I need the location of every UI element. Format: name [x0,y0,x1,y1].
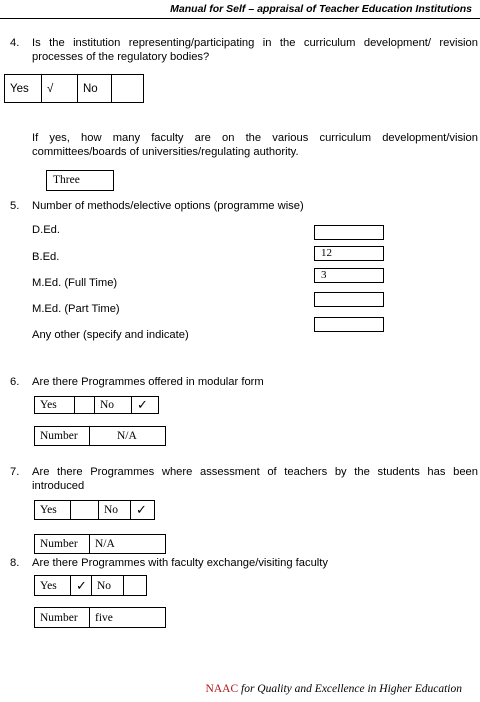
q7-number-table [34,534,166,554]
no-label: No [92,576,124,595]
page-footer [206,683,462,695]
programme-label-ded: D.Ed. [32,224,60,236]
page-header: Manual for Self – appraisal of Teacher Education Institutions [170,3,472,15]
question-5 [10,199,478,213]
question-text: Is the institution representing/participating in the curriculum development/ revision processes of the regulatory bodies? [32,37,478,63]
q6-yes-no-table [34,396,159,414]
q4-yes-no-table [4,74,144,103]
question-number: 4. [10,37,20,49]
programme-label-other: Any other (specify and indicate) [32,329,189,341]
yes-checkbox[interactable]: √ [42,75,78,102]
question-number: 6. [10,376,20,388]
question-text: Are there Programmes where assessment of teachers by the students has been introduced [32,466,478,492]
programme-count-med-full[interactable]: 3 [314,268,384,283]
programme-count-med-part[interactable] [314,292,384,307]
question-text: Are there Programmes offered in modular form [32,376,264,388]
question-4 [10,36,478,66]
programme-count-bed[interactable]: 12 [314,246,384,261]
yes-checkbox[interactable]: ✓ [71,576,92,595]
programme-label-bed: B.Ed. [32,251,60,263]
programme-count-ded[interactable] [314,225,384,240]
q8-yes-no-table [34,575,147,596]
number-label: Number [35,535,90,553]
q6-number-table [34,426,166,446]
number-value[interactable]: N/A [95,538,115,550]
programme-label-med-full: M.Ed. (Full Time) [32,277,118,289]
number-value[interactable]: N/A [117,430,137,442]
question-6 [10,375,478,389]
q8-number-table [34,607,166,628]
number-label: Number [35,427,90,445]
question-8 [10,556,478,570]
yes-label: Yes [35,397,75,413]
number-label: Number [35,608,90,627]
question-text: Number of methods/elective options (programme wise) [32,200,304,212]
no-label: No [95,397,132,413]
no-checkbox[interactable]: ✓ [136,502,147,517]
no-checkbox[interactable] [112,75,143,102]
yes-label: Yes [5,75,42,102]
question-number: 7. [10,466,20,478]
footer-tagline: for Quality and Excellence in Higher Education [238,683,462,695]
question-number: 5. [10,200,20,212]
no-label: No [99,501,131,519]
question-number: 8. [10,557,20,569]
no-checkbox[interactable]: ✓ [137,397,148,412]
number-value[interactable]: five [95,611,113,624]
q4-followup: If yes, how many faculty are on the various curriculum development/vision committees/boards of universities/regulating authority. [32,132,478,158]
yes-label: Yes [35,501,71,519]
question-7 [10,465,478,493]
programme-label-med-part: M.Ed. (Part Time) [32,303,120,315]
q7-yes-no-table [34,500,155,520]
header-divider [0,18,480,19]
yes-checkbox[interactable] [71,501,99,519]
question-text: Are there Programmes with faculty exchange/visiting faculty [32,557,328,569]
programme-count-other[interactable] [314,317,384,332]
naac-brand: NAAC [205,683,239,695]
yes-label: Yes [35,576,71,595]
yes-checkbox[interactable] [75,397,95,413]
q4-answer-field[interactable]: Three [46,170,114,191]
no-label: No [78,75,112,102]
no-checkbox[interactable] [124,576,146,595]
